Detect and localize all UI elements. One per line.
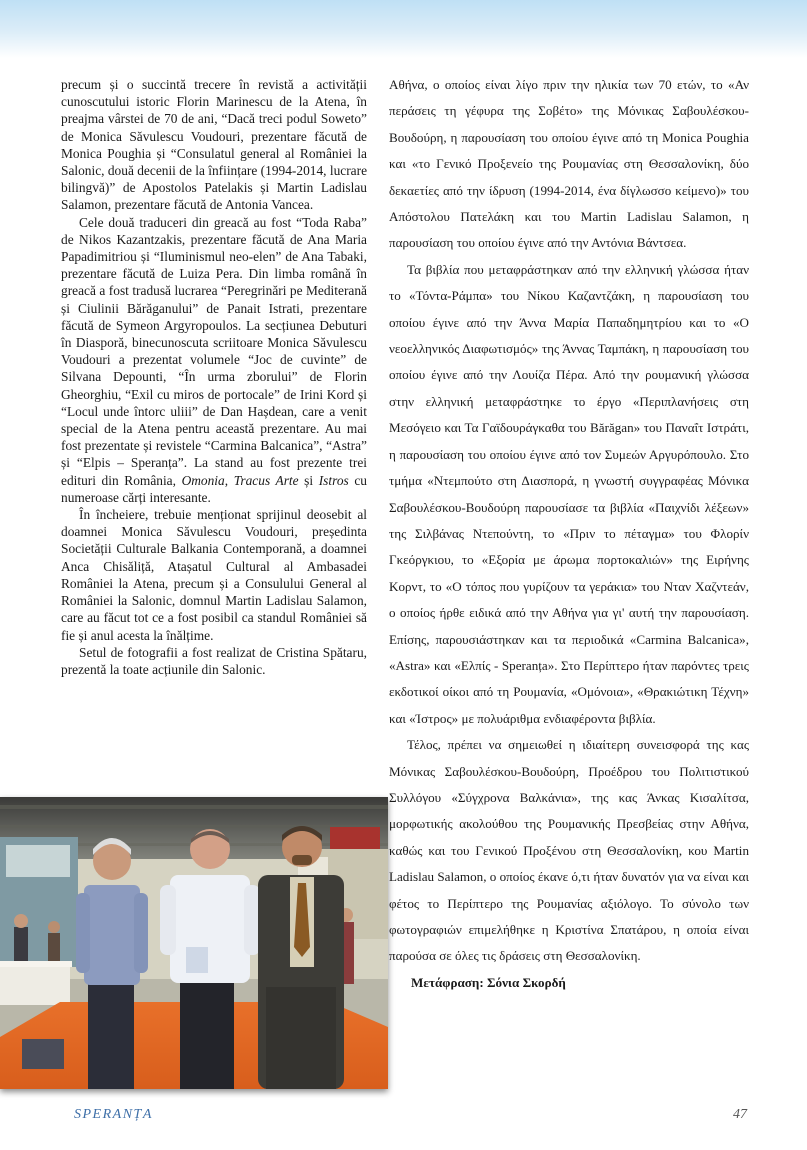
ro-paragraph-3: În încheiere, trebuie menționat sprijinul deosebit al doamnei Monica Săvulescu Voudouri, președinta Societății Culturale Balkania Contemporană, a doamnei Anca Chisăliță, Atașatul Cultural al Ambasadei României la Atena, precum și a Consulului General al României la Salonic, domnul Martin Ladislau Salamon, care au făcut tot ce a fost posibil ca standul României să fie și anul acesta la înălțime.: [61, 507, 367, 643]
ro-paragraph-2: [61, 214, 367, 506]
ro-paragraph-2-sep-2: și: [298, 472, 319, 488]
translation-credit: Μετάφραση: Σόνια Σκορδή: [411, 974, 566, 990]
ro-publisher-omonia: Omonia: [181, 472, 225, 488]
header-band: [0, 0, 807, 58]
ro-publisher-istros: Istros: [318, 472, 349, 488]
ro-paragraph-2-text-b: cu numeroase cărți interesante.: [61, 472, 367, 505]
ro-paragraph-1: precum și o succintă trecere în revistă a activității cunoscutului istoric Florin Marinescu de la Atena, în preajma vârstei de 70 de ani, “Dacă treci podul Soweto” de Monica Săvulescu Voudouri, prezentare făcută de Monica Poughia și “Consulatul general al României la Salonic, două decenii de la înființare (1994-2014, lucrare bilingvă)” de Apostolos Patelakis și Martin Ladislau Salamon, prezentare făcută de Antonia Vancea.: [61, 77, 368, 213]
gr-paragraph-2: Τα βιβλία που μεταφράστηκαν από την ελληνική γλώσσα ήταν το «Τόντα-Ράμπα» του Νίκου Καζαντζάκη, η παρουσίαση του οποίου έγινε από την Άννα Μαρία Παπαδημητρίου και το «Ο νεοελληνικός Διαφωτισμός» της Άννας Ταμπάκη, η παρουσίαση του οποίου έγινε από την Λουίζα Πέρα. Από την ρουμανική γλώσσα στην ελληνική μεταφράστηκε το έργο «Περιπλανήσεις στη Μεσόγειο και Τα Γαϊδουράγκαθα του Bărăgan» του Παναΐτ Ιστράτι, η παρουσίαση του οποίου έγινε από τον Συμεών Αργυρόπουλο. Στο τμήμα «Ντεμπούτο στη Διασπορά, η γνωστή συγγραφέας Μόνικα Σαβουλέσκου-Βουδούρη παρουσίασε τα βιβλία «Παιχνίδι λέξεων» της Σιλβάνας Ντεπούντη, το «Πριν το πέταγμα» του Φλορίν Γκεόργκιου, το «Εξορία με άρωμα πορτοκαλιών» της Ειρήνης Κορντ, το «Ο τόπος που γυρίζουν τα γεράκια» του Νταν Χαζντεάν, ο οποίος ήρθε ειδικά από την Αθήνα για γι' αυτή την παρουσίαση. Επίσης, παρουσιάστηκαν και τα περιοδικά «Carmina Balcanica», «Astra» και «Ελπίς - Speranța». Στο Περίπτερο ήταν παρόντες τρεις εκδοτικοί οίκοι από τη Ρουμανία, «Ομόνοια», «Θρακιώτικη Τέχνη» και «Ίστρος» με πολυάριθμα ενδιαφέροντα βιβλία.: [389, 261, 749, 726]
greek-text-column: [389, 72, 749, 996]
gr-paragraph-3: Τέλος, πρέπει να σημειωθεί η ιδιαίτερη συνεισφορά της κας Μόνικας Σαβουλέσκου-Βουδούρη, Προέδρου του Πολιτιστικού Συλλόγου «Σύγχρονα Βαλκάνια», της κας Άνκας Κισαλίτσα, μορφωτικής ακολούθου της Ρουμανικής Πρεσβείας στην Αθήνα, καθώς και του Γενικού Προξένου στη Θεσσαλονίκη, κου Martin Ladislau Salamon, ο οποίος έκανε ό,τι ήταν δυνατόν για να είναι και φέτος το Περίπτερο της Ρουμανίας αξιόλογο. Το σύνολο των φωτογραφιών επιμελήθηκε η Κριστίνα Σπατάρου, η οποία είναι παρούσα σε όλες τις δράσεις στη Θεσσαλονίκη.: [389, 737, 749, 964]
gr-paragraph-1: Αθήνα, ο οποίος είναι λίγο πριν την ηλικία των 70 ετών, το «Αν περάσεις τη γέφυρα της Σοβέτο» της Μόνικας Σαβουλέσκου-Βουδούρη, η παρουσίαση του οποίου έγινε από τη Monica Poughia και «το Γενικό Προξενείο της Ρουμανίας στη Θεσσαλονίκη, δύο δεκαετίες από την ίδρυση (1994-2014, ένα δίγλωσσο κείμενο)» του Απόστολου Πατελάκη και του Martin Ladislau Salamon, η παρουσίαση του οποίου έγινε από την Αντόνια Βάντσεα.: [389, 77, 749, 251]
book-fair-photo: [0, 797, 388, 1089]
ro-publisher-tracus-arte: Tracus Arte: [233, 472, 299, 488]
ro-paragraph-2-sep-1: ,: [224, 472, 234, 488]
ro-paragraph-2-text-a: Cele două traduceri din greacă au fost “Toda Raba” de Nikos Kazantzakis, prezentare făcută de Ana Maria Papadimitriou și “Iluminismul neo-elen” de Ana Tabaki, prezentare făcută de Luiza Pera. Din limba română în greacă a fost tradusă lucrarea “Peregrinări pe Mediterană și Ciulinii Bărăganului” de Panait Istrati, prezentare făcută de Symeon Argyropoulos. La secțiunea Debuturi în Diasporă, binecunoscuta scriitoare Monica Săvulescu Voudouri a prezentat volumele “Joc de cuvinte” de Silvana Depounti, “În urma zborului” de Florin Gheorghiu, “Exil cu miros de portocale” de Irini Kord și “Locul unde întorc uliii” de Dan Hașdean, care a venit special de la Atena pentru această prezentare. Au mai fost prezentate și revistele “Carmina Balcanica”, “Astra” și “Elpis – Speranța”. La stand au fost prezente trei edituri din România,: [61, 214, 367, 488]
page-number: 47: [733, 1107, 747, 1122]
romanian-text-column: [61, 76, 367, 678]
journal-name: SPERANȚA: [74, 1107, 153, 1122]
ro-paragraph-4: Setul de fotografii a fost realizat de Cristina Spătaru, prezentă la toate acțiunile din Salonic.: [61, 644, 367, 677]
